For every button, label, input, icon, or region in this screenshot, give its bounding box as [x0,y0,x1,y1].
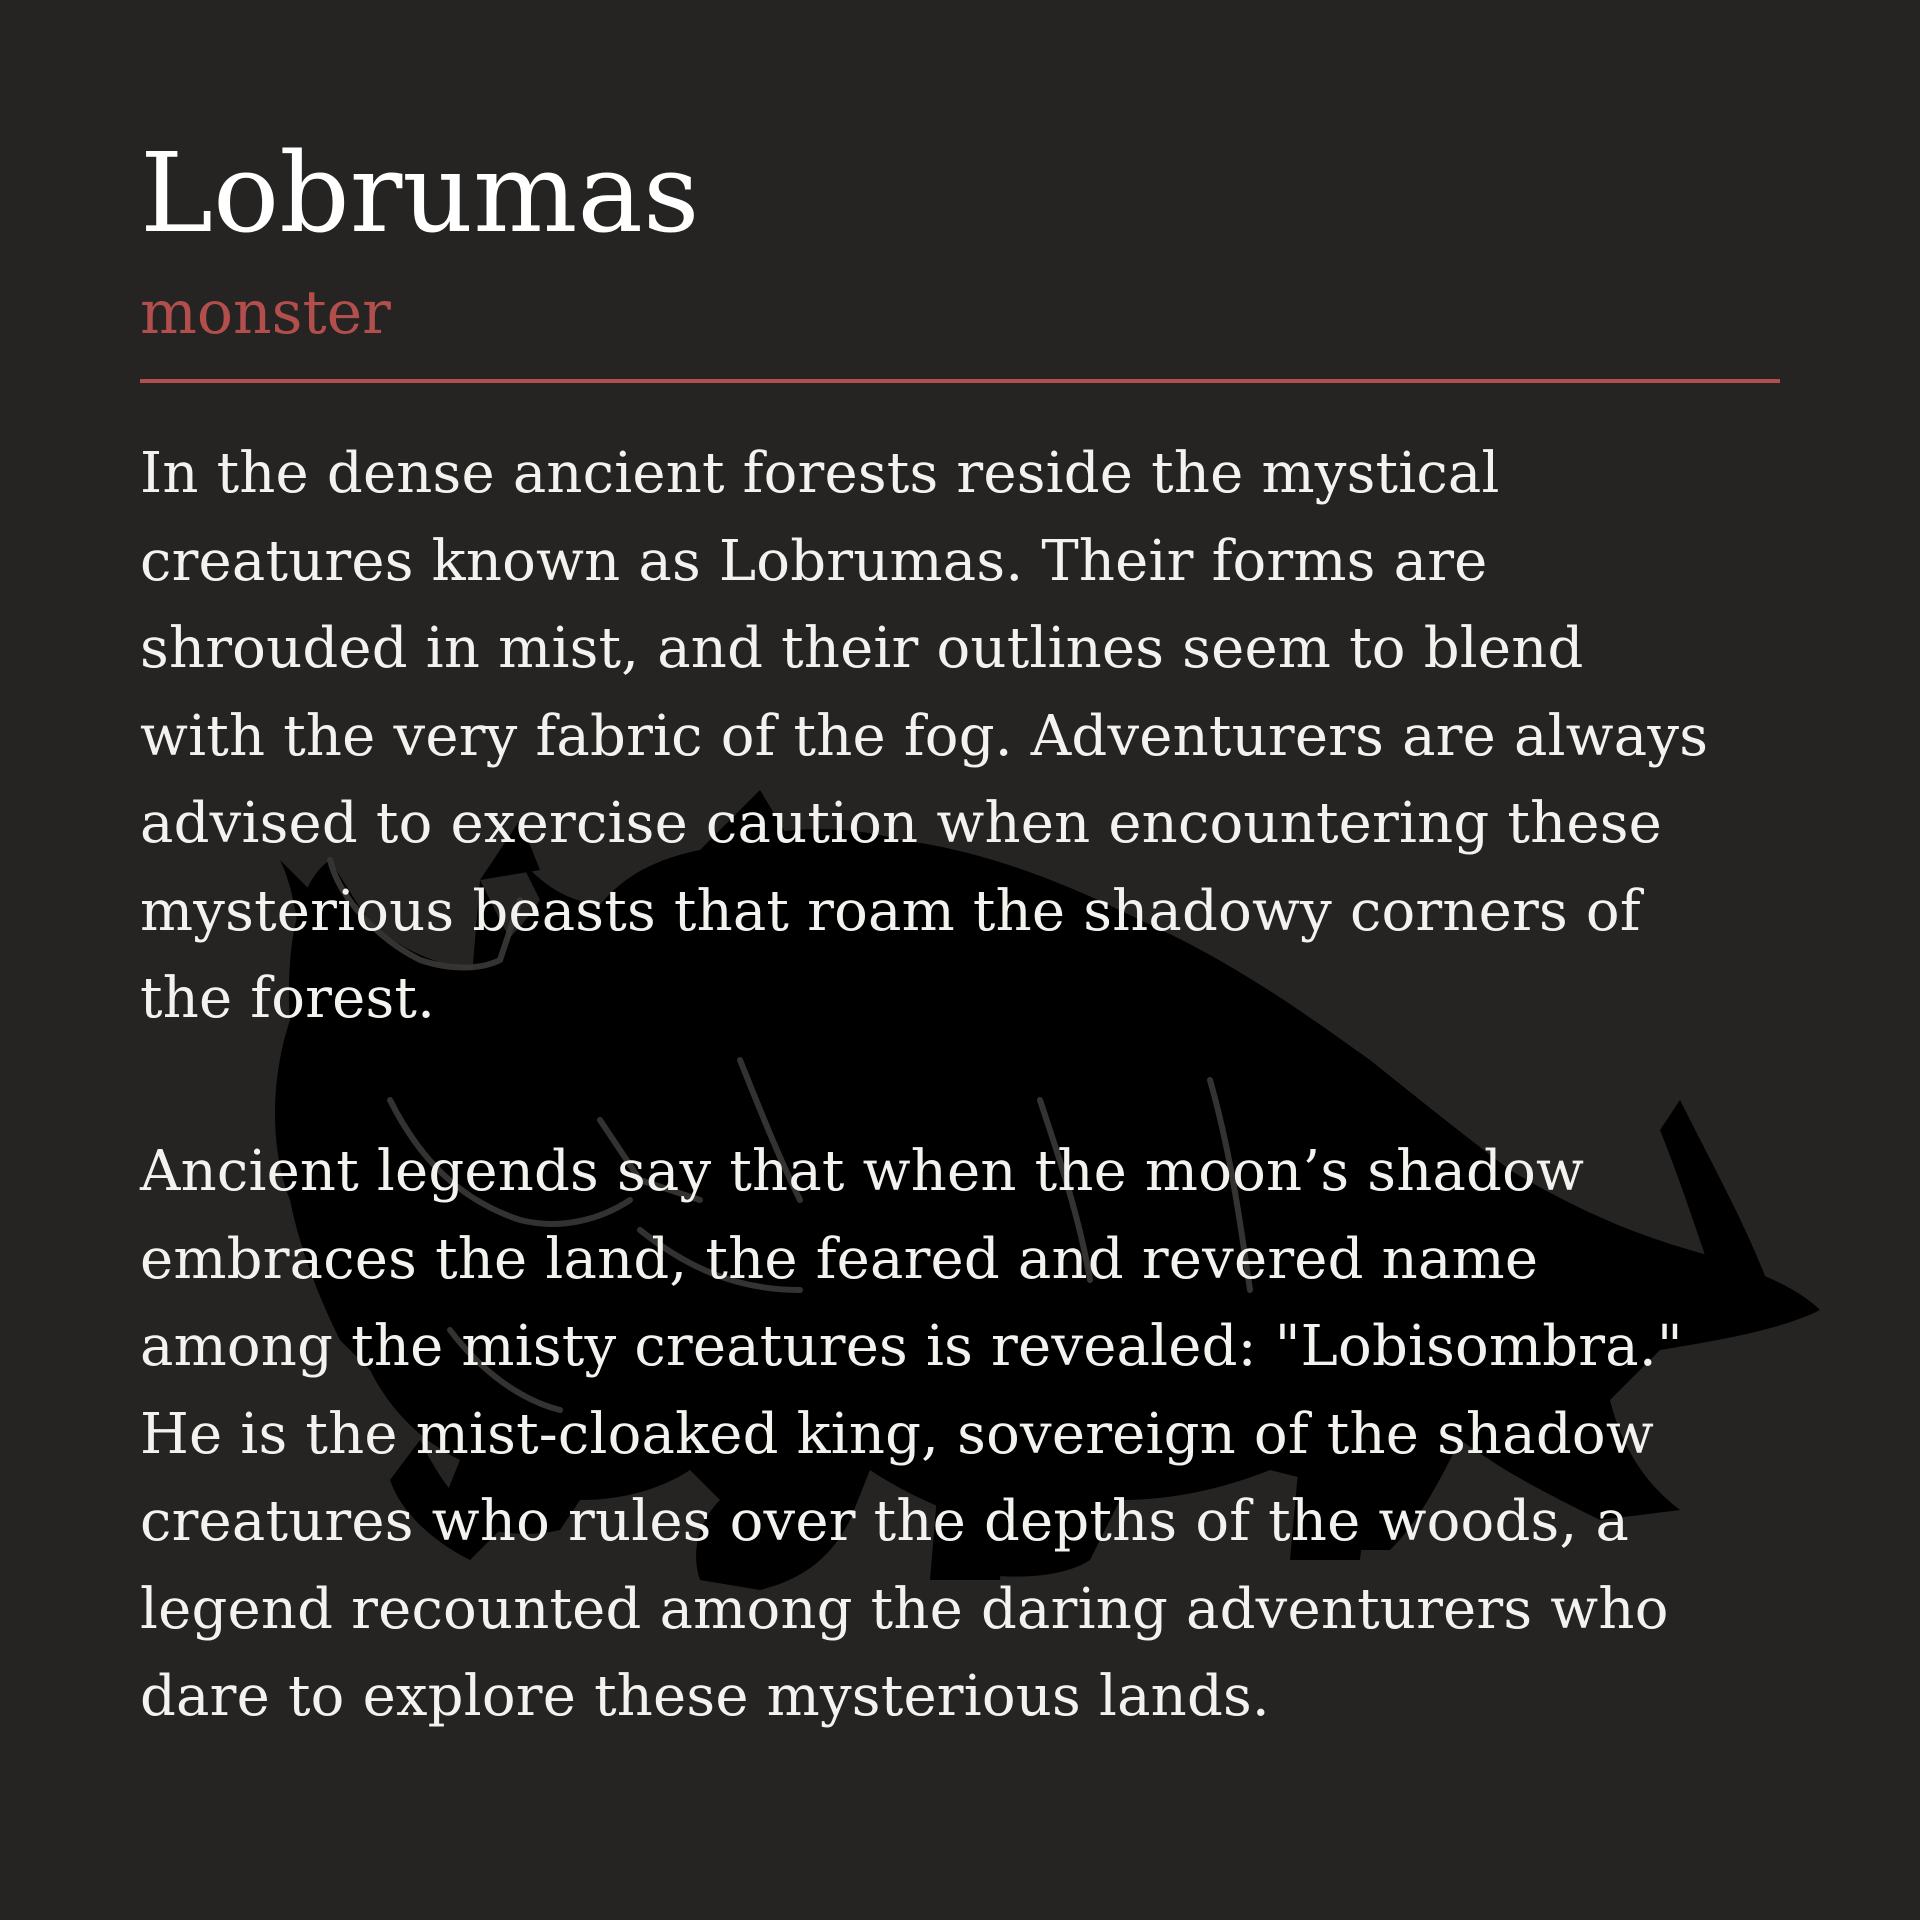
text-line: Ancient legends say that when the moon’s shadow [140,1139,1585,1204]
text-line: In the dense ancient forests reside the mystical [140,441,1500,506]
text-line: advised to exercise caution when encountering these [140,791,1662,856]
entry-title: Lobrumas [140,129,700,257]
description-paragraph-1 [140,430,1708,1043]
text-line: He is the mist-cloaked king, sovereign of the shadow [140,1401,1654,1467]
text-line: legend recounted among the daring adventurers who [140,1576,1669,1642]
text-line: creatures who rules over the depths of the woods, a [140,1489,1630,1554]
entry-category: monster [140,278,391,348]
text-line: dare to explore these mysterious lands. [140,1664,1270,1729]
text-line: creatures known as Lobrumas. Their forms are [140,528,1488,594]
text-line: with the very fabric of the fog. Adventurers are always [140,703,1709,769]
text-line: the forest. [140,966,436,1031]
text-line: among the misty creatures is revealed: "Lobisombra." [140,1314,1683,1379]
text-line: mysterious beasts that roam the shadowy corners of [140,878,1641,944]
description-paragraph-2 [140,1128,1683,1741]
text-line: shrouded in mist, and their outlines seem to blend [140,616,1584,681]
text-line: embraces the land, the feared and revered name [140,1226,1539,1292]
title-divider [140,379,1780,383]
